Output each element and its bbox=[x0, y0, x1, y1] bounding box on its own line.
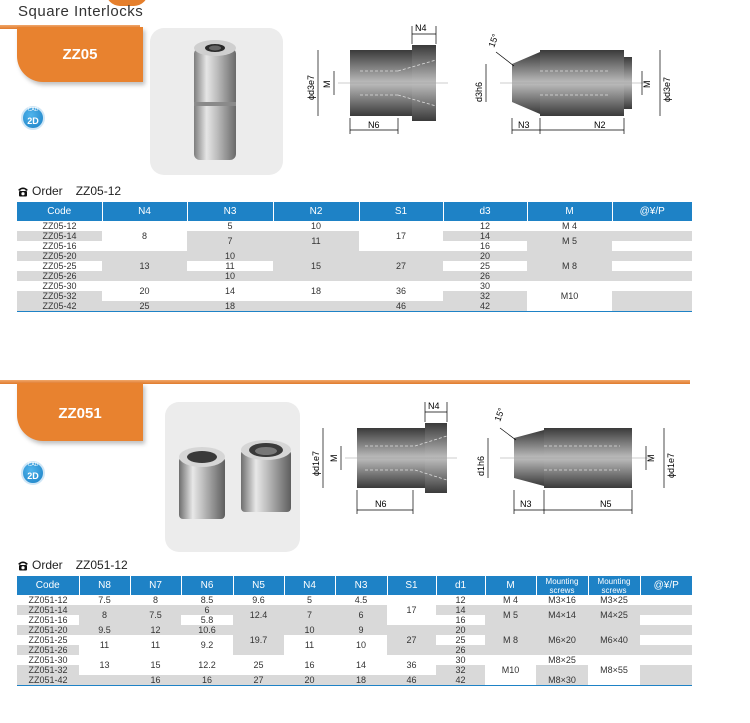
dim-d3h6-label: d3h6 bbox=[474, 81, 484, 102]
table-row bbox=[17, 625, 692, 635]
cell-d1: 32 bbox=[436, 665, 485, 675]
cell-price bbox=[640, 595, 692, 605]
cell-n2: 10 bbox=[273, 221, 359, 231]
dim-n3-label: N3 bbox=[518, 120, 530, 130]
badge-2d-label: 2D bbox=[27, 471, 39, 481]
cell-code: ZZ051-14 bbox=[17, 605, 79, 615]
cell-n4: 10 bbox=[284, 625, 335, 635]
cell-n4: 20 bbox=[102, 281, 187, 301]
cell-n8: 9.5 bbox=[79, 625, 130, 635]
table-row bbox=[17, 605, 692, 615]
cell-n8: 7.5 bbox=[79, 595, 130, 605]
cell-code: ZZ05-42 bbox=[17, 301, 102, 312]
cell-n2: 18 bbox=[273, 281, 359, 301]
cell-mounting-screw-2: M3×25 bbox=[588, 595, 640, 605]
cell-price bbox=[612, 291, 692, 301]
cell-m: M10 bbox=[485, 655, 536, 686]
col-s1: S1 bbox=[359, 202, 443, 221]
section-2-spec-table bbox=[17, 576, 692, 686]
section-1-banner bbox=[17, 27, 143, 82]
cell-n4: 5 bbox=[284, 595, 335, 605]
cell-price bbox=[612, 281, 692, 291]
section-1-drawing-left bbox=[298, 22, 458, 137]
cell-d1: 14 bbox=[436, 605, 485, 615]
cell-n4: 11 bbox=[284, 635, 335, 655]
cell-n3: 10 bbox=[187, 251, 273, 261]
cell-price bbox=[640, 645, 692, 655]
cell-n6: 16 bbox=[181, 675, 233, 686]
cell-code: ZZ051-26 bbox=[17, 645, 79, 655]
table-row bbox=[17, 221, 692, 231]
cell-mounting-screw-1: M4×14 bbox=[536, 605, 588, 625]
cell-d1: 25 bbox=[436, 635, 485, 645]
cell-d3: 30 bbox=[443, 281, 527, 291]
col-price: @¥/P bbox=[640, 576, 692, 595]
cell-n7: 11 bbox=[130, 635, 181, 655]
col-d3: d3 bbox=[443, 202, 527, 221]
dim-angle-label: 15° bbox=[492, 406, 507, 423]
cell-d1: 12 bbox=[436, 595, 485, 605]
cell-mounting-screw-1: M8×30 bbox=[536, 675, 588, 686]
cell-n3: 5 bbox=[187, 221, 273, 231]
cell-code: ZZ05-30 bbox=[17, 281, 102, 291]
cell-price bbox=[612, 231, 692, 241]
cell-code: ZZ05-20 bbox=[17, 251, 102, 261]
col-mounting-screws-1: Mounting screws bbox=[536, 576, 588, 595]
cell-d1: 42 bbox=[436, 675, 485, 686]
col-mounting-screws-2: Mounting screws bbox=[588, 576, 640, 595]
dim-d1e7-right-label: ϕd1e7 bbox=[666, 452, 676, 478]
cell-m: M10 bbox=[527, 281, 612, 312]
cell-price bbox=[612, 271, 692, 281]
cell-price bbox=[640, 655, 692, 665]
cell-code: ZZ051-32 bbox=[17, 665, 79, 675]
cell-n2: 15 bbox=[273, 251, 359, 281]
dim-m-right-label: M bbox=[646, 454, 656, 462]
section-2-banner bbox=[17, 383, 143, 441]
col-m: M bbox=[527, 202, 612, 221]
col-m: M bbox=[485, 576, 536, 595]
cell-n3: 18 bbox=[335, 675, 387, 686]
col-n2: N2 bbox=[273, 202, 359, 221]
cell-d3: 14 bbox=[443, 231, 527, 241]
cell-mounting-screw-2: M8×55 bbox=[588, 655, 640, 686]
cell-n4: 16 bbox=[284, 655, 335, 675]
cell-code: ZZ051-25 bbox=[17, 635, 79, 645]
section-1-banner-label: ZZ05 bbox=[62, 46, 98, 63]
dim-n5-label: N5 bbox=[600, 499, 612, 509]
cell-price bbox=[612, 251, 692, 261]
cell-d3: 20 bbox=[443, 251, 527, 261]
table-row bbox=[17, 281, 692, 291]
interlock-pin-image bbox=[150, 28, 283, 175]
cell-code: ZZ051-30 bbox=[17, 655, 79, 665]
table-header-row bbox=[17, 202, 692, 221]
cell-n8: 8 bbox=[79, 605, 130, 625]
cell-m: M 5 bbox=[527, 231, 612, 251]
cell-code: ZZ051-12 bbox=[17, 595, 79, 605]
badge-2d-label: 2D bbox=[27, 116, 39, 126]
cell-n3: 10 bbox=[187, 271, 273, 281]
cell-n3: 6 bbox=[335, 605, 387, 625]
section-2-drawing-right bbox=[470, 396, 685, 518]
dim-n4-label: N4 bbox=[428, 401, 440, 411]
cell-d3: 12 bbox=[443, 221, 527, 231]
cell-n5: 25 bbox=[233, 655, 284, 675]
col-code: Code bbox=[17, 202, 102, 221]
cell-m: M 5 bbox=[485, 605, 536, 625]
col-n6: N6 bbox=[181, 576, 233, 595]
cell-mounting-screw-2: M4×25 bbox=[588, 605, 640, 625]
cell-s1: 27 bbox=[387, 625, 436, 655]
cell-n3: 14 bbox=[335, 655, 387, 675]
order-code: ZZ05-12 bbox=[75, 184, 122, 198]
cell-n3: 7 bbox=[187, 231, 273, 251]
cell-code: ZZ05-12 bbox=[17, 221, 102, 231]
section-1-product-photo bbox=[150, 28, 283, 175]
cell-n8 bbox=[79, 675, 130, 686]
dim-d3e7-right-label: ϕd3e7 bbox=[662, 76, 672, 102]
cell-n6: 12.2 bbox=[181, 655, 233, 675]
cell-s1: 27 bbox=[359, 251, 443, 281]
cell-m: M 4 bbox=[527, 221, 612, 231]
cell-n8: 13 bbox=[79, 655, 130, 675]
dim-n4-label: N4 bbox=[415, 23, 427, 33]
cell-n6: 10.6 bbox=[181, 625, 233, 635]
cell-price bbox=[612, 301, 692, 312]
cell-n7: 16 bbox=[130, 675, 181, 686]
cell-m: M 8 bbox=[485, 625, 536, 655]
cell-n4: 7 bbox=[284, 605, 335, 625]
col-n3: N3 bbox=[187, 202, 273, 221]
cell-n7: 8 bbox=[130, 595, 181, 605]
cell-d1: 30 bbox=[436, 655, 485, 665]
cell-code: ZZ05-32 bbox=[17, 291, 102, 301]
table-row bbox=[17, 595, 692, 605]
cell-n6: 6 bbox=[181, 605, 233, 615]
badge-cad-label: CAD bbox=[27, 462, 39, 468]
cell-price bbox=[612, 241, 692, 251]
order-label: Order bbox=[32, 558, 63, 572]
cell-d1: 20 bbox=[436, 625, 485, 635]
cell-m: M 4 bbox=[485, 595, 536, 605]
cell-code: ZZ05-26 bbox=[17, 271, 102, 281]
cell-code: ZZ051-20 bbox=[17, 625, 79, 635]
cell-d3: 32 bbox=[443, 291, 527, 301]
col-n7: N7 bbox=[130, 576, 181, 595]
table-header-row bbox=[17, 576, 692, 595]
section-2-banner-label: ZZ051 bbox=[58, 405, 102, 422]
cell-n3: 11 bbox=[187, 261, 273, 271]
cell-s1: 17 bbox=[359, 221, 443, 251]
badge-cad-label: CAD bbox=[27, 107, 39, 113]
cell-n3: 14 bbox=[187, 281, 273, 301]
dim-n2-label: N2 bbox=[594, 120, 606, 130]
cell-d3: 26 bbox=[443, 271, 527, 281]
col-s1: S1 bbox=[387, 576, 436, 595]
cell-n4: 8 bbox=[102, 221, 187, 251]
cell-n3: 4.5 bbox=[335, 595, 387, 605]
dim-d1h6-label: d1h6 bbox=[476, 455, 486, 476]
cell-s1: 46 bbox=[387, 675, 436, 686]
dim-d3e7-label: ϕd3e7 bbox=[306, 74, 316, 100]
cell-n6: 8.5 bbox=[181, 595, 233, 605]
col-n4: N4 bbox=[102, 202, 187, 221]
cell-n4: 25 bbox=[102, 301, 187, 312]
cell-n2: 11 bbox=[273, 231, 359, 251]
dim-m-label: M bbox=[329, 454, 339, 462]
cell-n5: 12.4 bbox=[233, 605, 284, 625]
cell-mounting-screw-1: M6×20 bbox=[536, 625, 588, 655]
cell-s1: 17 bbox=[387, 595, 436, 625]
cell-code: ZZ05-14 bbox=[17, 231, 102, 241]
col-n8: N8 bbox=[79, 576, 130, 595]
dim-n6-label: N6 bbox=[375, 499, 387, 509]
cell-n4: 20 bbox=[284, 675, 335, 686]
phone-icon bbox=[17, 560, 29, 571]
cell-d3: 42 bbox=[443, 301, 527, 312]
cell-s1: 36 bbox=[359, 281, 443, 301]
col-n4: N4 bbox=[284, 576, 335, 595]
cell-mounting-screw-1: M8×25 bbox=[536, 655, 588, 665]
cell-d1: 16 bbox=[436, 615, 485, 625]
dim-n3-label: N3 bbox=[520, 499, 532, 509]
section-2-drawing-left bbox=[305, 396, 465, 518]
table-row bbox=[17, 251, 692, 261]
section-2-product-photo bbox=[165, 402, 300, 552]
dim-m-right-label: M bbox=[642, 80, 652, 88]
order-label: Order bbox=[32, 184, 63, 198]
cell-n6: 9.2 bbox=[181, 635, 233, 655]
section-1-drawing-right bbox=[470, 22, 685, 137]
cell-mounting-screw-1 bbox=[536, 665, 588, 675]
cell-code: ZZ05-16 bbox=[17, 241, 102, 251]
cell-code: ZZ051-42 bbox=[17, 675, 79, 686]
cell-price bbox=[612, 261, 692, 271]
interlock-bushing-image bbox=[165, 402, 300, 552]
cell-n2 bbox=[273, 301, 359, 312]
cell-n7: 12 bbox=[130, 625, 181, 635]
cell-d3: 16 bbox=[443, 241, 527, 251]
cell-n5: 9.6 bbox=[233, 595, 284, 605]
cell-n3: 9 bbox=[335, 625, 387, 635]
col-price: @¥/P bbox=[612, 202, 692, 221]
cell-mounting-screw-1: M3×16 bbox=[536, 595, 588, 605]
cell-code: ZZ051-16 bbox=[17, 615, 79, 625]
section-2-cad-2d-badge[interactable] bbox=[21, 461, 45, 485]
cell-m: M 8 bbox=[527, 251, 612, 281]
cell-price bbox=[640, 675, 692, 686]
phone-icon bbox=[17, 186, 29, 197]
cell-n5: 19.7 bbox=[233, 625, 284, 655]
cell-code: ZZ05-25 bbox=[17, 261, 102, 271]
cell-d3: 25 bbox=[443, 261, 527, 271]
dim-d1e7-label: ϕd1e7 bbox=[311, 450, 321, 476]
section-1-order-line bbox=[17, 184, 121, 198]
cell-n8: 11 bbox=[79, 635, 130, 655]
col-code: Code bbox=[17, 576, 79, 595]
cell-n3: 10 bbox=[335, 635, 387, 655]
cell-price bbox=[640, 615, 692, 625]
cell-n7: 15 bbox=[130, 655, 181, 675]
cell-price bbox=[640, 635, 692, 645]
cell-mounting-screw-2: M6×40 bbox=[588, 625, 640, 655]
cell-n6: 5.8 bbox=[181, 615, 233, 625]
dim-m-label: M bbox=[322, 80, 332, 88]
table-row bbox=[17, 655, 692, 665]
col-n5: N5 bbox=[233, 576, 284, 595]
cell-price bbox=[612, 221, 692, 231]
col-d1: d1 bbox=[436, 576, 485, 595]
order-code: ZZ051-12 bbox=[75, 558, 128, 572]
cell-s1: 46 bbox=[359, 301, 443, 312]
cell-price bbox=[640, 625, 692, 635]
dim-n6-label: N6 bbox=[368, 120, 380, 130]
cell-n4: 13 bbox=[102, 251, 187, 281]
cell-n7: 7.5 bbox=[130, 605, 181, 625]
section-1-cad-2d-badge[interactable] bbox=[21, 106, 45, 130]
cell-s1: 36 bbox=[387, 655, 436, 675]
section-2-order-line bbox=[17, 558, 128, 572]
cell-d1: 26 bbox=[436, 645, 485, 655]
cell-n5: 27 bbox=[233, 675, 284, 686]
page-title: Square Interlocks bbox=[18, 3, 144, 20]
col-n3: N3 bbox=[335, 576, 387, 595]
cell-price bbox=[640, 665, 692, 675]
cell-price bbox=[640, 605, 692, 615]
cell-n3: 18 bbox=[187, 301, 273, 312]
section-1-spec-table bbox=[17, 202, 692, 312]
dim-angle-label: 15° bbox=[486, 32, 501, 49]
